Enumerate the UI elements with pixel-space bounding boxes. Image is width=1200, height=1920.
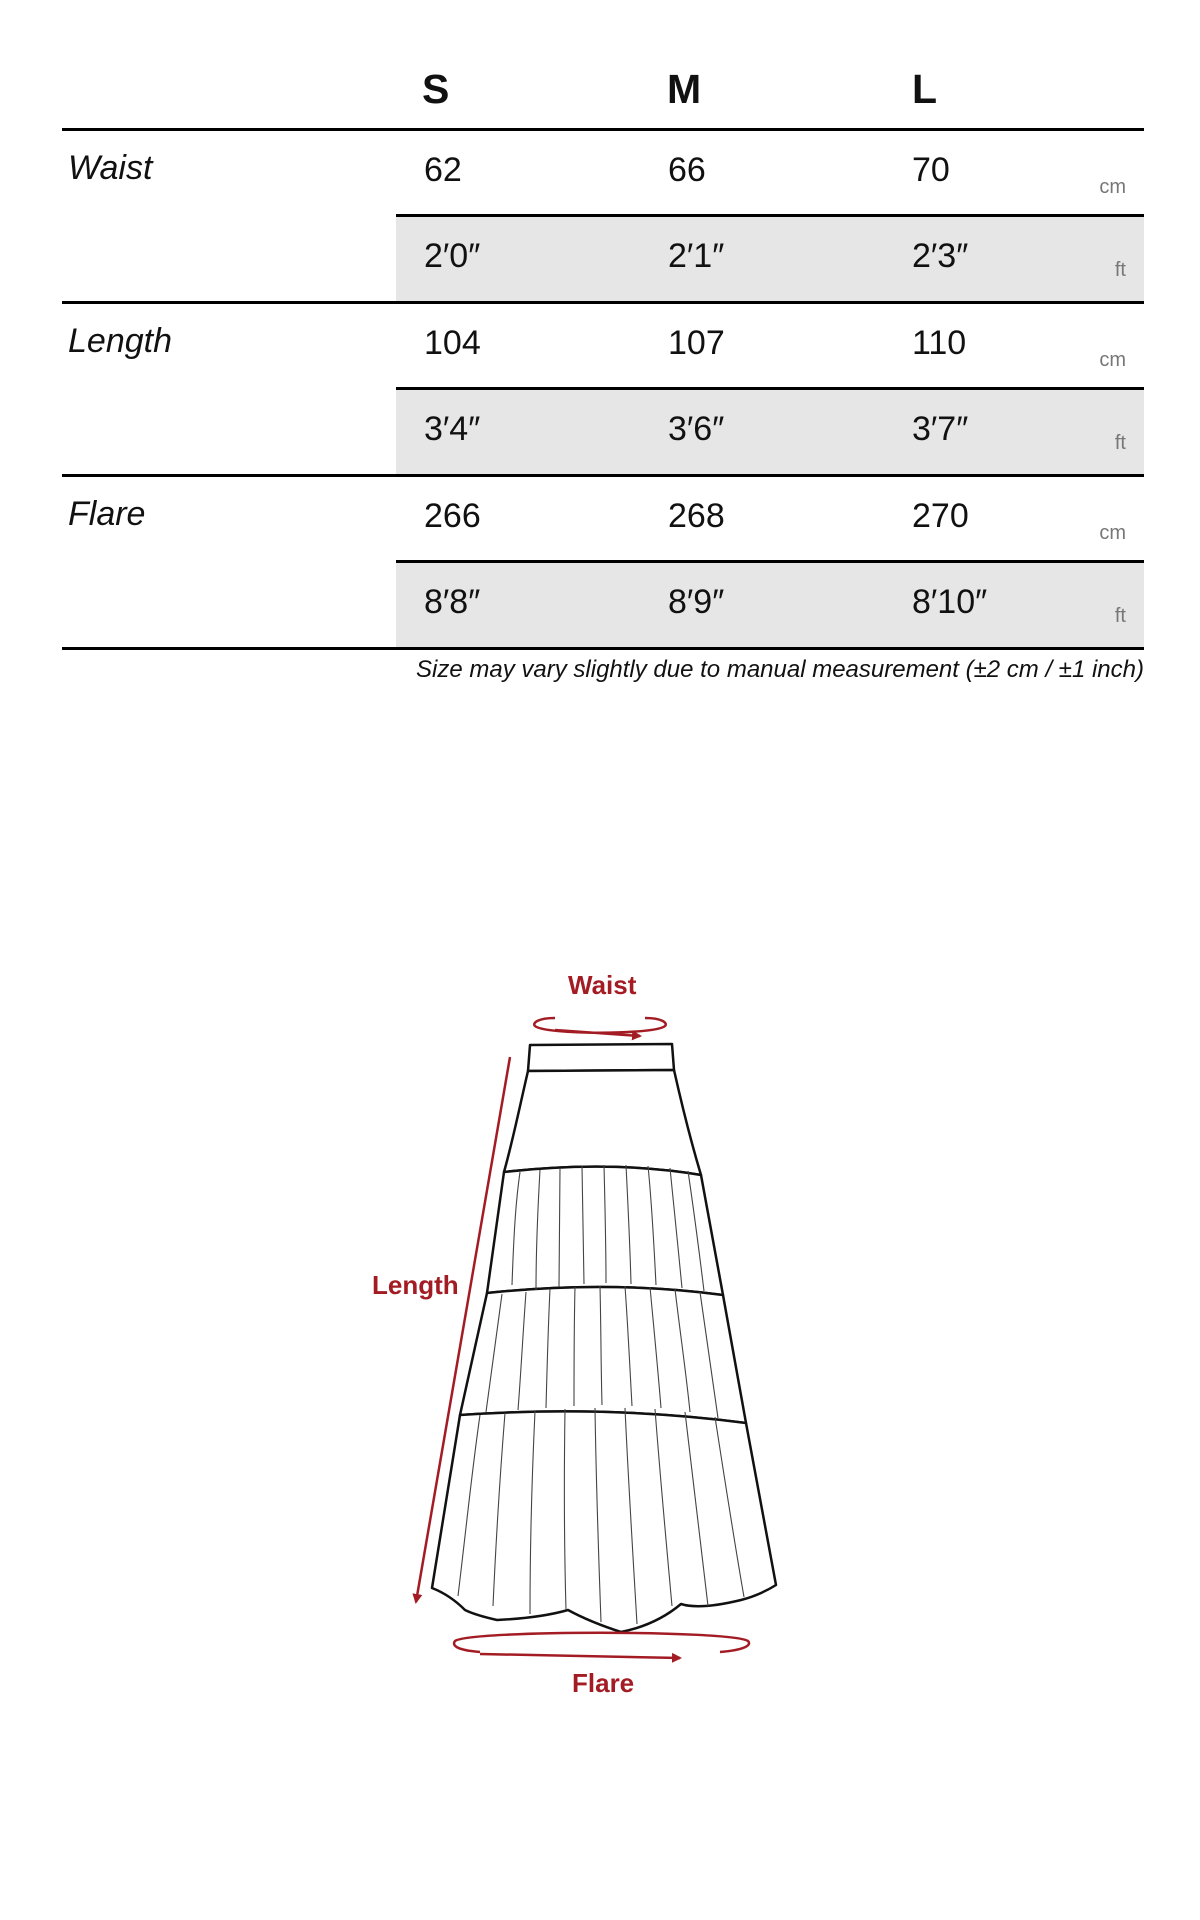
diagram-flare-label: Flare <box>572 1668 635 1698</box>
flare-label: Flare <box>68 495 146 533</box>
length-cm-unit: cm <box>1099 349 1126 371</box>
flare-cm-l: 270 <box>912 497 969 535</box>
flare-cm-row <box>62 477 1144 560</box>
size-header-s: S <box>422 66 450 112</box>
waist-ft-m: 2′1″ <box>668 237 725 275</box>
waist-label: Waist <box>68 149 153 187</box>
waist-cm-row <box>62 131 1144 214</box>
flare-cm-unit: cm <box>1099 522 1126 544</box>
diagram-waist-label: Waist <box>568 970 637 1000</box>
waist-cm-unit: cm <box>1099 176 1126 198</box>
length-ft-l: 3′7″ <box>912 410 969 448</box>
waist-cm-m: 66 <box>668 151 706 189</box>
waist-cm-l: 70 <box>912 151 950 189</box>
size-header-row <box>62 60 1144 131</box>
flare-ft-m: 8′9″ <box>668 583 725 621</box>
skirt-measurement-diagram <box>0 960 1200 1720</box>
flare-ft-row <box>396 560 1144 647</box>
flare-ft-unit: ft <box>1114 605 1126 627</box>
length-cm-s: 104 <box>424 324 481 362</box>
length-cm-m: 107 <box>668 324 725 362</box>
waist-cm-s: 62 <box>424 151 462 189</box>
length-cm-l: 110 <box>912 324 967 362</box>
length-ft-row <box>396 387 1144 474</box>
tiered-maxi-skirt-icon <box>0 960 1200 1720</box>
size-header-l: L <box>912 66 938 112</box>
waist-ft-s: 2′0″ <box>424 237 481 275</box>
waist-ft-l: 2′3″ <box>912 237 969 275</box>
length-ft-m: 3′6″ <box>668 410 725 448</box>
length-group <box>62 304 1144 477</box>
waist-ft-row <box>396 214 1144 301</box>
flare-group <box>62 477 1144 650</box>
flare-cm-m: 268 <box>668 497 725 535</box>
size-chart-table <box>62 60 1144 650</box>
flare-ft-s: 8′8″ <box>424 583 481 621</box>
measurement-note: Size may vary slightly due to manual measurement (±2 cm / ±1 inch) <box>416 656 1144 683</box>
waist-group <box>62 131 1144 304</box>
length-ft-unit: ft <box>1114 432 1126 454</box>
flare-cm-s: 266 <box>424 497 481 535</box>
waist-ft-unit: ft <box>1114 259 1126 281</box>
length-label: Length <box>68 322 172 360</box>
size-header-m: M <box>667 66 702 112</box>
diagram-length-label: Length <box>372 1270 459 1300</box>
length-cm-row <box>62 304 1144 387</box>
length-ft-s: 3′4″ <box>424 410 481 448</box>
flare-ft-l: 8′10″ <box>912 583 988 621</box>
